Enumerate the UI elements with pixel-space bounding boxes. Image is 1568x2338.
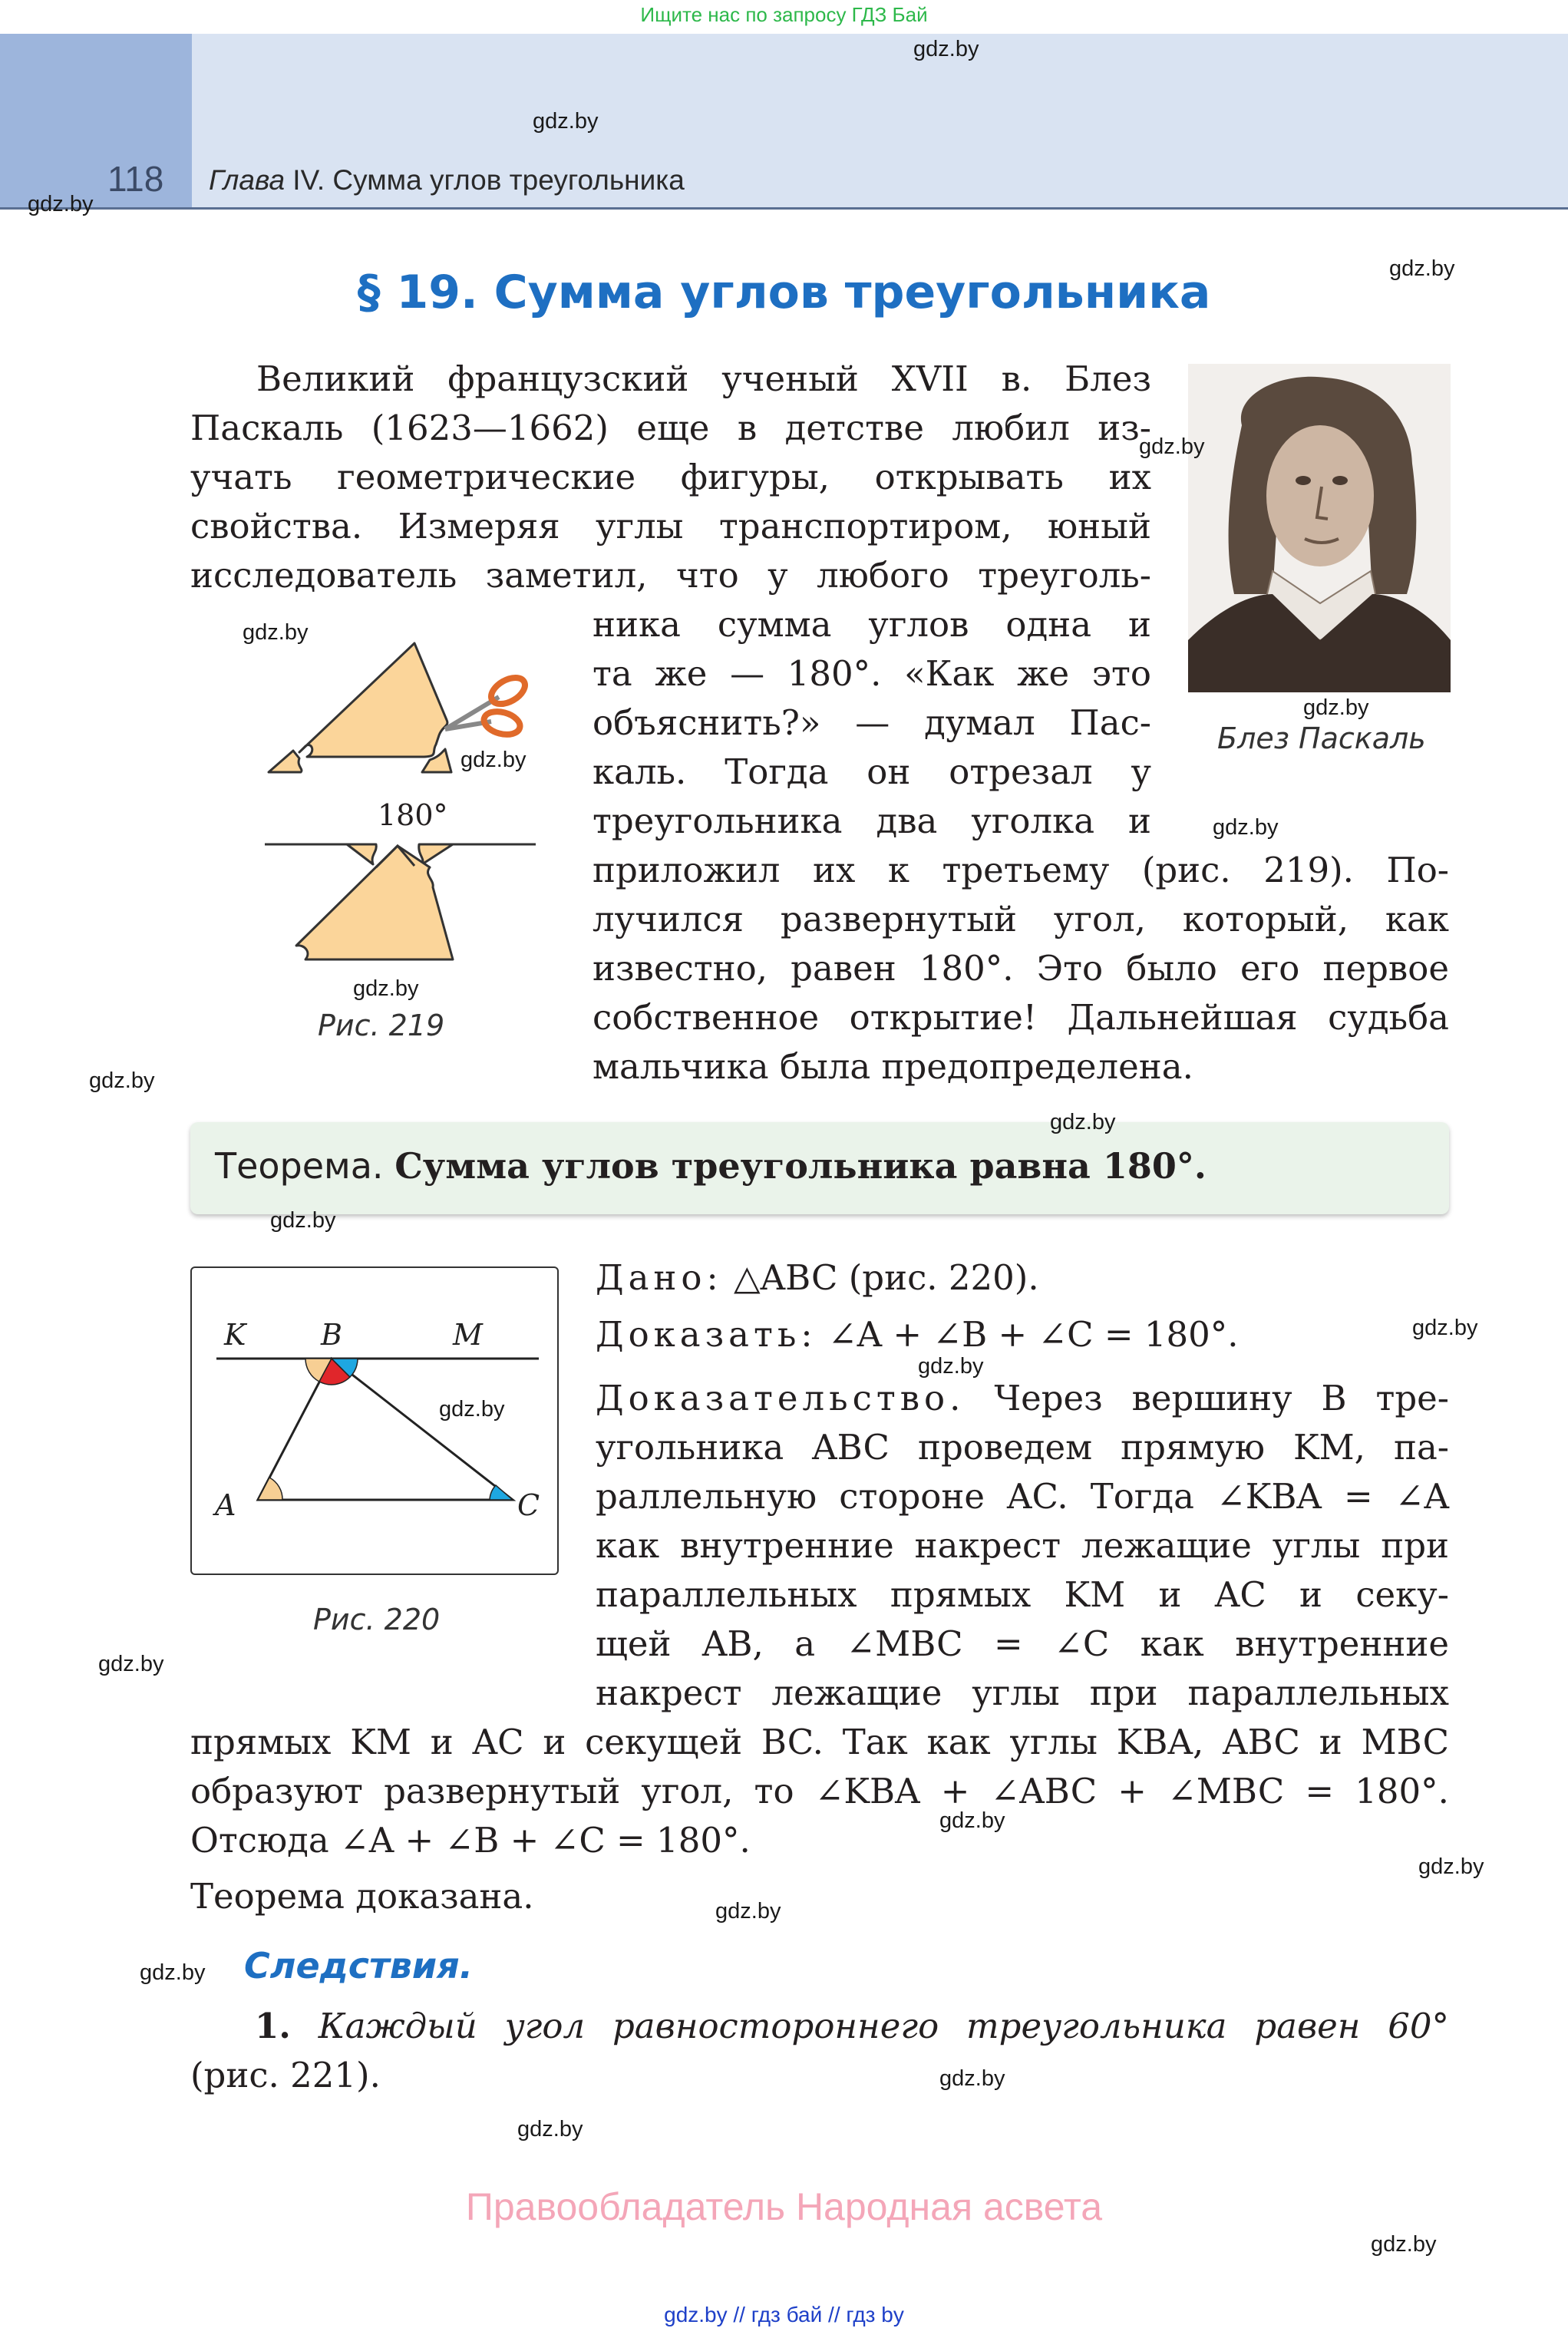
watermark: gdz.by — [460, 748, 527, 772]
given-text: △ABC (рис. 220). — [722, 1257, 1039, 1298]
intro-paragraph-bottom — [593, 846, 1449, 1091]
intro-line: лучился развернутый угол, который, как — [593, 899, 1449, 939]
scissors-icon — [445, 672, 530, 738]
proof-line: Отсюда ∠A + ∠B + ∠C = 180°. — [190, 1820, 751, 1861]
prove-text: ∠A + ∠B + ∠C = 180°. — [817, 1314, 1239, 1355]
corollary-1-number: 1. — [255, 2006, 291, 2046]
watermark: gdz.by — [913, 37, 979, 61]
watermark: gdz.by — [1303, 695, 1369, 720]
watermark: gdz.by — [1412, 1316, 1478, 1340]
intro-line: треугольника два уголка и — [593, 801, 1151, 841]
watermark: gdz.by — [1371, 2232, 1437, 2257]
proof-label: Доказательство. — [596, 1378, 966, 1418]
rights-holder-watermark: Правообладатель Народная асвета — [465, 2185, 1103, 2228]
watermark: gdz.by — [1213, 815, 1279, 840]
proof-line: угольника ABC проведем прямую KM, па- — [596, 1427, 1449, 1468]
fig219-caption: Рис. 219 — [318, 1009, 445, 1042]
intro-line: каль. Тогда он отрезал у — [593, 751, 1151, 792]
watermark: gdz.by — [28, 192, 94, 216]
given-label: Дано: — [596, 1257, 723, 1298]
theorem-statement: Сумма углов треугольника равна 180°. — [394, 1145, 1207, 1187]
intro-line: собственное открытие! Дальнейшая судьба — [593, 997, 1449, 1038]
proof-line: как внутренние накрест лежащие углы при — [596, 1525, 1449, 1566]
proof-conclusion: Теорема доказана. — [190, 1876, 534, 1917]
watermark: gdz.by — [89, 1068, 155, 1093]
intro-line: известно, равен 180°. Это было его первое — [593, 948, 1449, 989]
corollary-1 — [190, 2002, 1449, 2100]
theorem-label: Теорема. — [215, 1145, 384, 1187]
page-number: 118 — [107, 159, 164, 199]
intro-line: приложил их к третьему (рис. 219). По- — [593, 850, 1449, 890]
watermark: gdz.by — [715, 1899, 781, 1924]
fig220-label-M: M — [453, 1318, 483, 1352]
corollaries-title: Следствия. — [244, 1945, 474, 1986]
watermark: gdz.by — [1050, 1110, 1116, 1134]
corollary-1-line — [190, 2002, 1449, 2051]
header-rule — [0, 207, 1568, 210]
proof-paragraph-narrow — [596, 1374, 1449, 1718]
watermark: gdz.by — [939, 2066, 1005, 2091]
intro-line: ника сумма углов одна и — [593, 604, 1151, 645]
fig220-label-K: K — [224, 1318, 246, 1352]
portrait-caption: Блез Паскаль — [1217, 722, 1426, 755]
intro-line: Паскаль (1623—1662) еще в детстве любил из- — [190, 408, 1151, 448]
proof-line: щей AB, а ∠MBC = ∠C как внутренние — [596, 1623, 1449, 1664]
intro-paragraph-top — [190, 355, 1151, 600]
theorem-text — [215, 1145, 1207, 1187]
corollary-1-text: Каждый угол равностороннего треугольника равен 60° — [290, 2006, 1449, 2046]
proof-line: накрест лежащие углы при параллельных — [596, 1673, 1449, 1713]
proof-line-text: Через вершину B тре- — [965, 1378, 1449, 1418]
watermark: gdz.by — [533, 109, 599, 134]
intro-line: объяснить?» — думал Пас- — [593, 702, 1151, 743]
watermark: gdz.by — [243, 620, 309, 645]
proof-line: образуют развернутый угол, то ∠KBA + ∠ABC + ∠MBC = 180°. — [190, 1771, 1449, 1811]
proof-line: раллельную стороне AC. Тогда ∠KBA = ∠A — [596, 1476, 1449, 1517]
fig220-label-A: A — [215, 1488, 236, 1522]
given-line — [596, 1257, 1039, 1298]
watermark: gdz.by — [98, 1652, 164, 1676]
intro-line: свойства. Измеряя углы транспортиром, юный — [190, 506, 1151, 547]
fig220-label-C: C — [517, 1488, 540, 1522]
proof-paragraph-wide — [190, 1718, 1449, 1865]
intro-line: исследователь заметил, что у любого треуголь- — [190, 555, 1151, 596]
prove-line — [596, 1314, 1239, 1355]
fig219-angle-label: 180° — [378, 798, 448, 832]
pascal-portrait — [1188, 364, 1451, 692]
watermark: gdz.by — [1389, 256, 1455, 281]
fig220-caption: Рис. 220 — [313, 1603, 441, 1636]
bottom-links[interactable]: gdz.by // гдз бай // гдз by — [664, 2303, 904, 2326]
watermark: gdz.by — [939, 1808, 1005, 1833]
fig220-label-B: B — [321, 1318, 342, 1352]
watermark: gdz.by — [1418, 1854, 1484, 1879]
corollary-1-tail: (рис. 221). — [190, 2055, 381, 2095]
intro-paragraph-mid — [593, 600, 1151, 846]
intro-line: та же — 180°. «Как же это — [593, 653, 1151, 694]
chapter-name: IV. Сумма углов треугольника — [285, 164, 685, 196]
intro-line: учать геометрические фигуры, открывать их — [190, 457, 1151, 497]
chapter-prefix: Глава — [209, 164, 286, 196]
watermark: gdz.by — [918, 1354, 984, 1379]
watermark: gdz.by — [140, 1960, 206, 1985]
watermark: gdz.by — [1139, 434, 1205, 459]
proof-line: параллельных прямых KM и AC и секу- — [596, 1574, 1449, 1615]
top-banner-link[interactable]: Ищите нас по запросу ГДЗ Бай — [640, 3, 928, 26]
prove-label: Доказать: — [596, 1314, 817, 1355]
intro-line: Великий французский ученый XVII в. Блез — [256, 358, 1151, 399]
watermark: gdz.by — [270, 1208, 336, 1233]
chapter-title — [209, 164, 685, 196]
intro-line: мальчика была предопределена. — [593, 1046, 1193, 1087]
theorem-box — [190, 1122, 1449, 1214]
watermark: gdz.by — [517, 2117, 583, 2142]
watermark: gdz.by — [353, 976, 419, 1001]
section-title: § 19. Сумма углов треугольника — [357, 266, 1211, 319]
proof-line — [596, 1374, 1449, 1423]
watermark: gdz.by — [439, 1397, 505, 1422]
proof-line: прямых KM и AC и секущей BC. Так как углы KBA, ABC и MBC — [190, 1722, 1449, 1762]
